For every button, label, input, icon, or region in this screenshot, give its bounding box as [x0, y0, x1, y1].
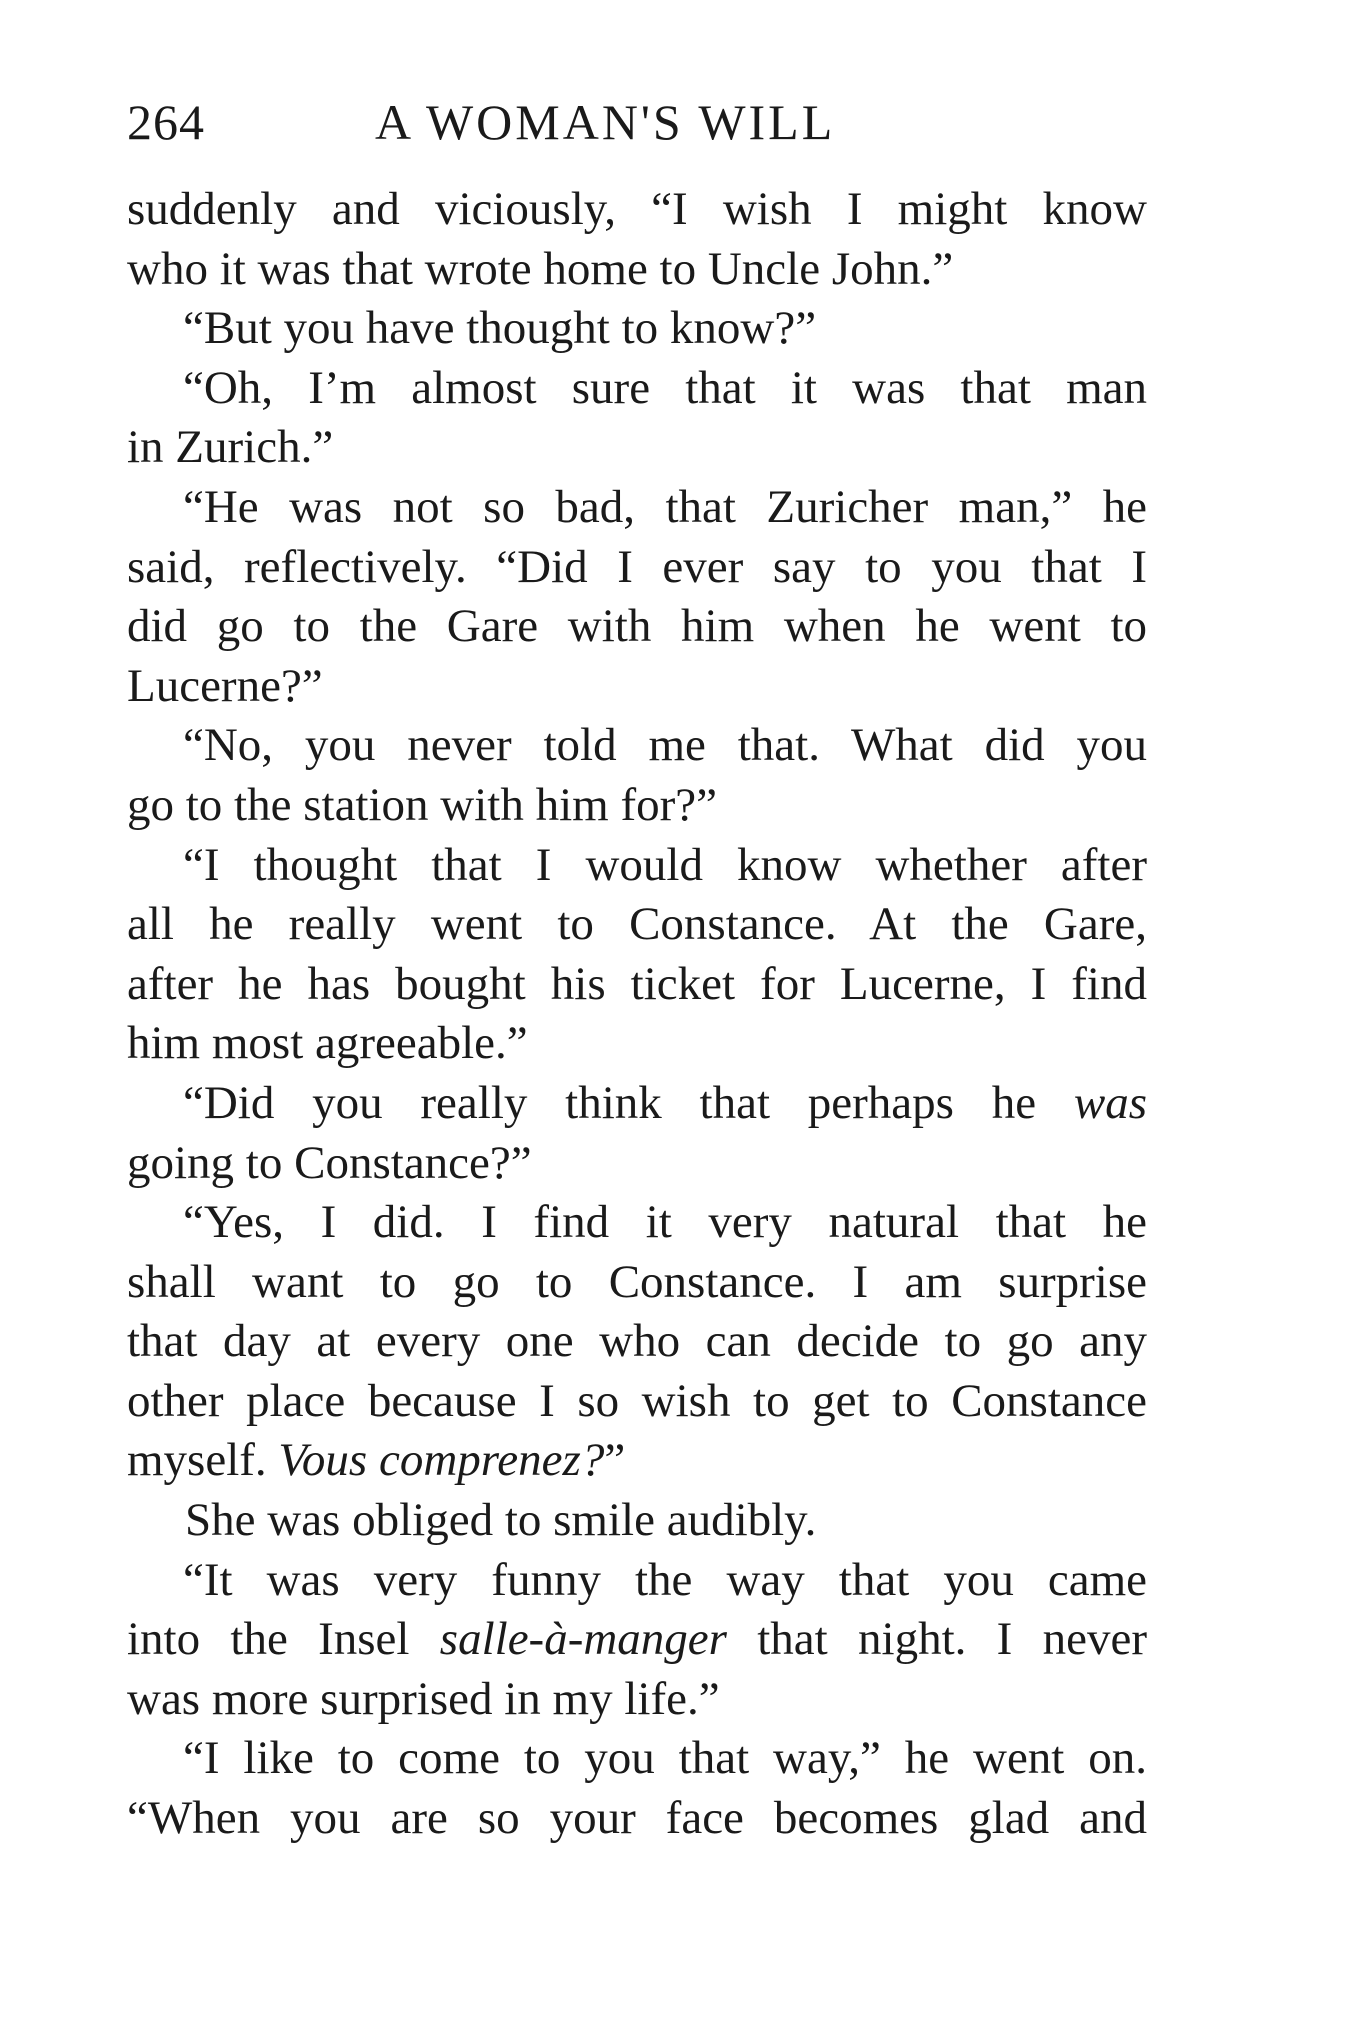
text-line: said, reflectively. “Did I ever say to you that I	[127, 540, 1147, 593]
text-line: who it was that wrote home to Uncle John.”	[127, 242, 954, 295]
text-line: She was obliged to smile audibly.	[185, 1494, 817, 1547]
text-line: that day at every one who can decide to go any	[127, 1315, 1147, 1368]
text-line: “Yes, I did. I find it very natural that he	[183, 1196, 1147, 1249]
text-line: was more surprised in my life.”	[127, 1672, 720, 1725]
text-line: “He was not so bad, that Zuricher man,” he	[183, 480, 1147, 533]
page-number: 264	[127, 94, 205, 150]
body-text	[127, 180, 1147, 1849]
italic-text: was	[1073, 1076, 1147, 1129]
text-line: in Zurich.”	[127, 421, 334, 474]
text-line: “I like to come to you that way,” he went on.	[183, 1732, 1147, 1785]
text-line: did go to the Gare with him when he went to	[127, 600, 1147, 653]
italic-text: Vous comprenez?	[278, 1434, 605, 1487]
text-line: going to Constance?”	[127, 1136, 532, 1189]
text-line: into the Insel salle-à-manger that night. I never	[127, 1613, 1147, 1666]
text-line: “But you have thought to know?”	[183, 302, 817, 355]
text-line: shall want to go to Constance. I am surprise	[127, 1255, 1147, 1308]
text-line: Lucerne?”	[127, 659, 323, 712]
text-line: “No, you never told me that. What did you	[183, 719, 1147, 772]
italic-text: salle-à-manger	[439, 1613, 727, 1666]
text-line: other place because I so wish to get to Constance	[127, 1374, 1147, 1427]
text-line: “It was very funny the way that you came	[183, 1553, 1147, 1606]
text-line: myself. Vous comprenez?”	[127, 1434, 626, 1487]
running-title: A WOMAN'S WILL	[375, 94, 836, 150]
text-line: “Oh, I’m almost sure that it was that man	[183, 361, 1147, 414]
text-line: go to the station with him for?”	[127, 778, 718, 831]
text-line: him most agreeable.”	[127, 1017, 528, 1070]
text-line: all he really went to Constance. At the Gare,	[127, 898, 1147, 951]
text-line: “Did you really think that perhaps he was	[183, 1076, 1147, 1129]
text-line: “When you are so your face becomes glad and	[127, 1792, 1147, 1845]
text-line: after he has bought his ticket for Lucerne, I find	[127, 957, 1147, 1010]
text-line: suddenly and viciously, “I wish I might know	[127, 183, 1147, 235]
running-header	[127, 92, 1137, 152]
text-line: “I thought that I would know whether after	[183, 838, 1147, 891]
